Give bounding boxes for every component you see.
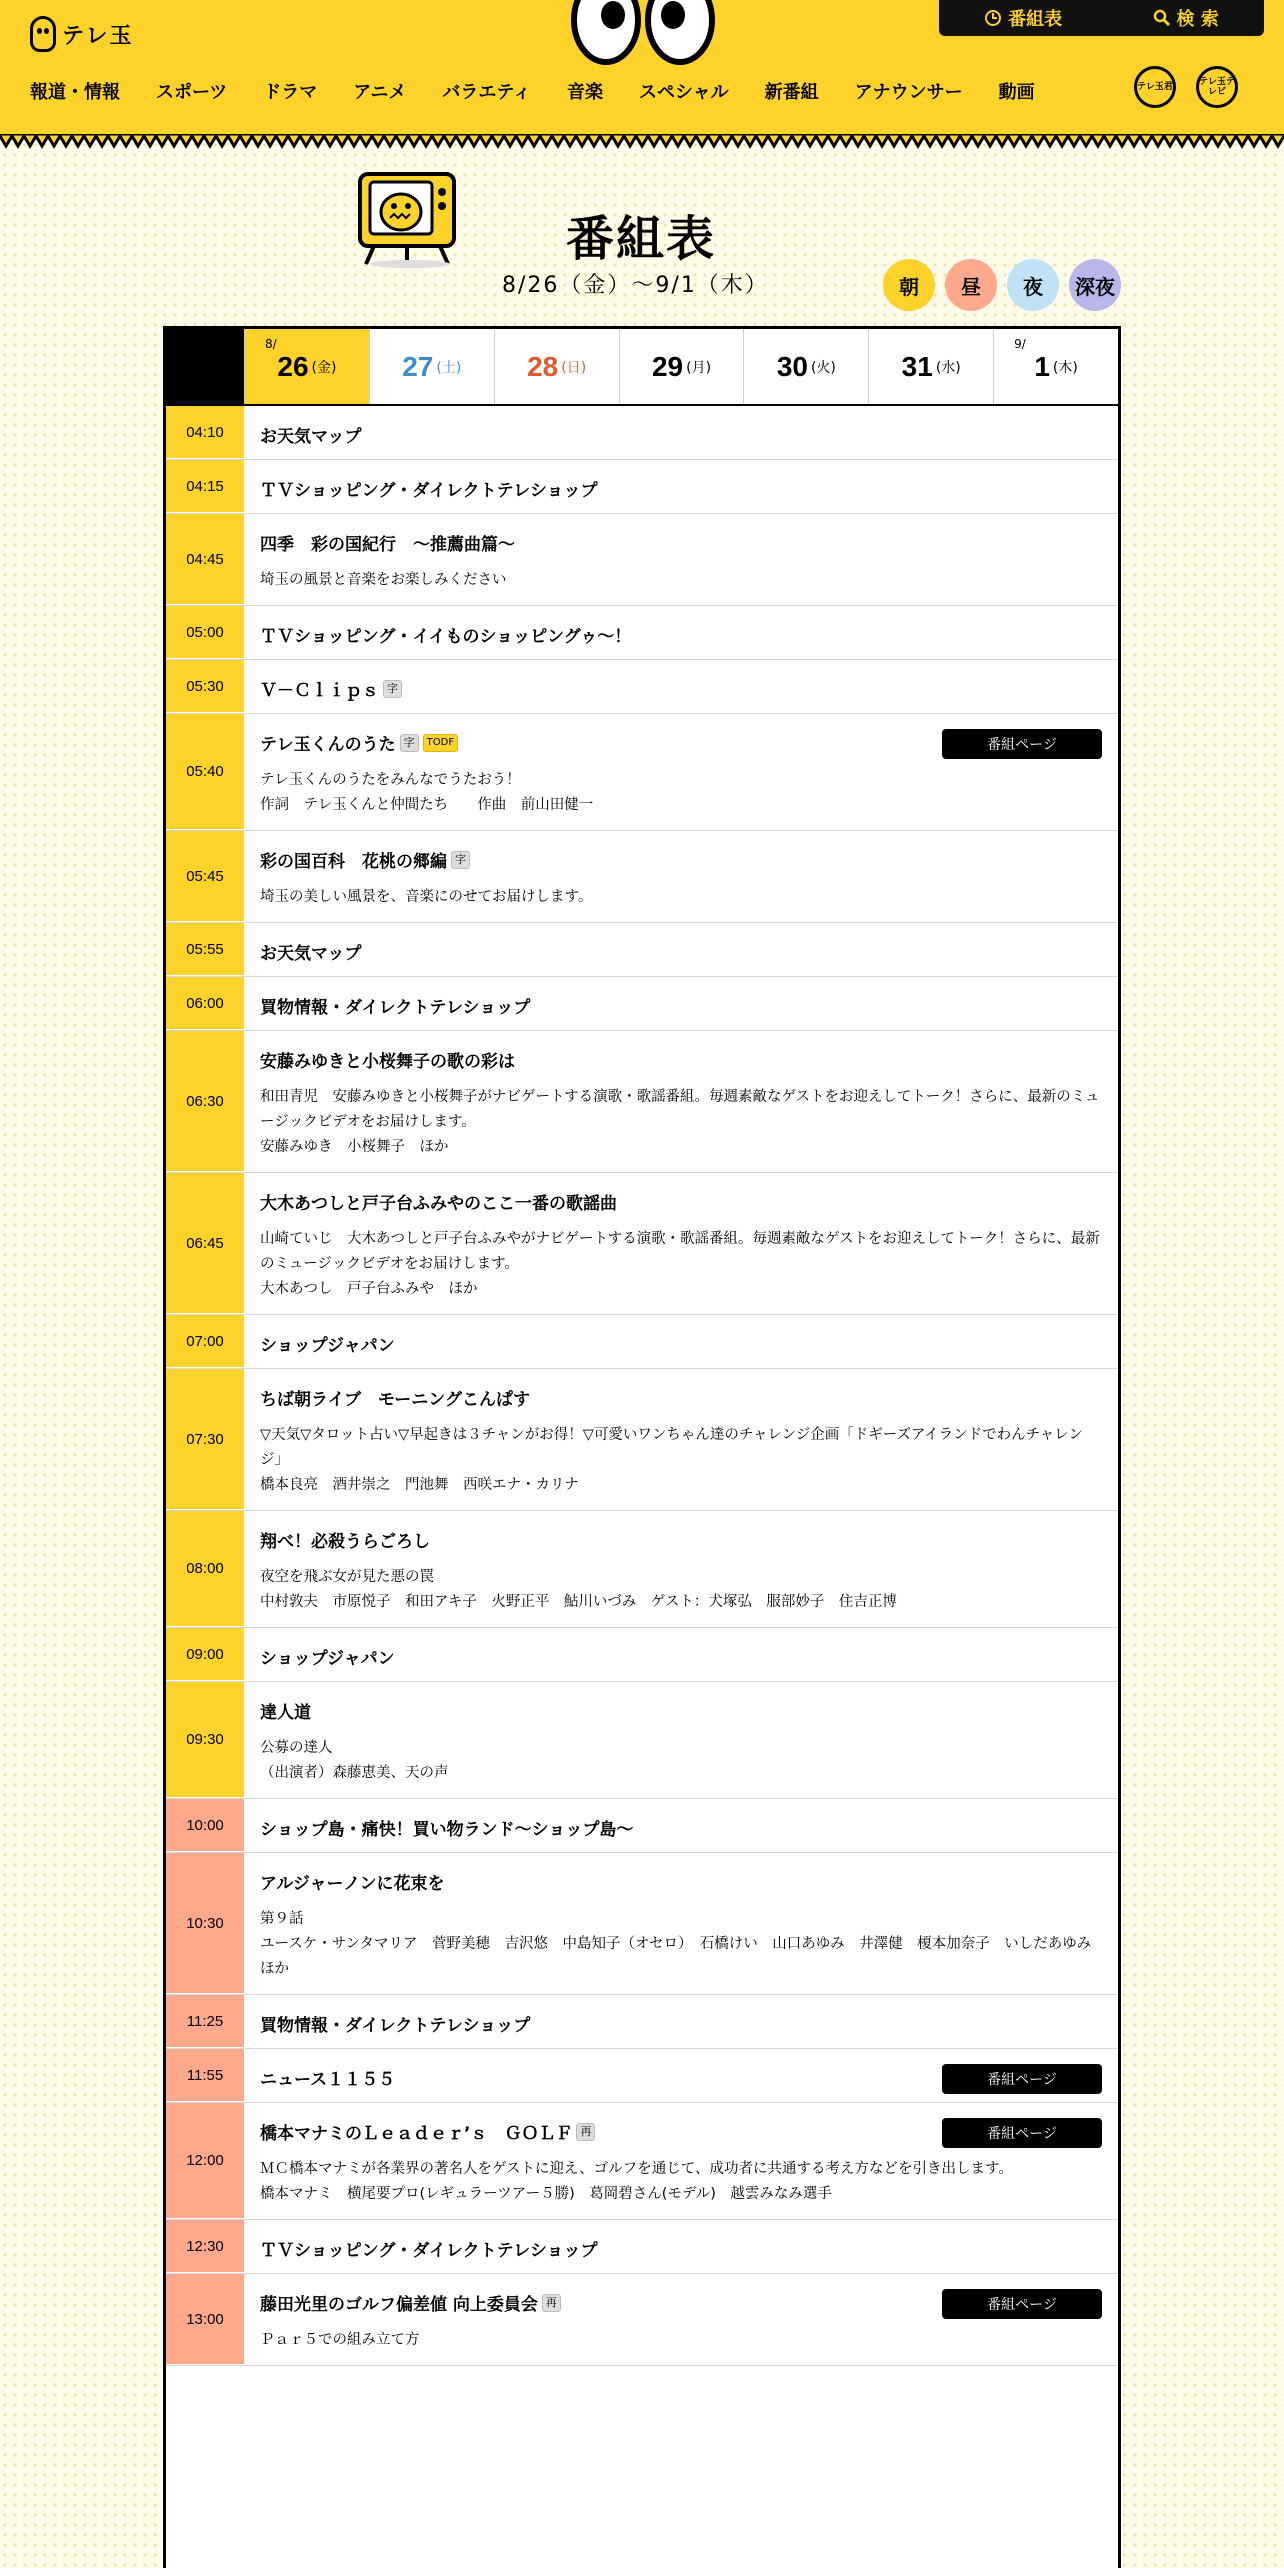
nav-announcer[interactable]: アナウンサー <box>854 82 963 103</box>
program-time: 11:25 <box>166 1995 244 2048</box>
program-tag-badge: 再 <box>576 2123 595 2141</box>
program-time: 09:30 <box>166 1682 244 1798</box>
program-title-text: 安藤みゆきと小桜舞子の歌の彩は <box>260 1052 515 1072</box>
program-title-text: お天気マップ <box>260 944 362 964</box>
schedule-table <box>163 326 1121 2568</box>
program-title[interactable] <box>260 622 1102 647</box>
program-title-text: ＴＶショッピング・ダイレクトテレショップ <box>260 481 598 501</box>
program-title[interactable] <box>260 2236 1102 2261</box>
program-title-text: テレ玉くんのうた <box>260 735 396 755</box>
program-title-text: 翔べ！必殺うらごろし <box>260 1532 430 1552</box>
program-description: 第９話 ユースケ・サンタマリア 菅野美穂 吉沢悠 中島知子（オセロ） 石橋けい 山口あゆみ 井澤健 榎本加奈子 いしだあゆみ ほか <box>260 1911 1092 1977</box>
program-time: 04:10 <box>166 406 244 459</box>
nav-music[interactable]: 音楽 <box>566 82 603 103</box>
day-number: 30 <box>776 350 808 382</box>
program-list <box>166 406 1118 2366</box>
program-title[interactable] <box>260 530 1102 555</box>
program-row[interactable] <box>166 1173 1118 1315</box>
schedule-link-label: 番組表 <box>1008 9 1063 30</box>
nav-drama[interactable]: ドラマ <box>263 82 318 103</box>
header-badges <box>1134 66 1238 108</box>
program-time: 07:00 <box>166 1315 244 1368</box>
program-time: 10:00 <box>166 1799 244 1852</box>
program-title-text: ニュース１１５５ <box>260 2070 396 2090</box>
program-title[interactable] <box>260 476 1102 501</box>
day-tabs-corner <box>166 329 244 404</box>
day-tab-29[interactable] <box>619 329 744 404</box>
program-time: 06:45 <box>166 1173 244 1314</box>
day-number: 28 <box>527 350 559 382</box>
program-time: 05:45 <box>166 831 244 922</box>
mascot-eyes-icon <box>568 0 718 65</box>
search-link-label: 検 索 <box>1176 9 1219 30</box>
program-row[interactable] <box>166 923 1118 977</box>
program-page-button[interactable]: 番組ページ <box>942 2289 1102 2319</box>
nav-variety[interactable]: バラエティ <box>442 82 531 103</box>
program-time: 04:15 <box>166 460 244 513</box>
program-title-text: ショップジャパン <box>260 1649 395 1669</box>
program-cell <box>244 714 1118 830</box>
day-tab-30[interactable] <box>743 329 868 404</box>
schedule-link[interactable] <box>984 5 1062 31</box>
search-icon <box>1153 9 1171 27</box>
program-cell <box>244 831 1118 922</box>
program-cell <box>244 1511 1118 1627</box>
program-title[interactable] <box>260 1189 1102 1214</box>
program-title-text: ＴＶショッピング・イイものショッピングゥ～！ <box>260 627 632 647</box>
program-row[interactable] <box>166 977 1118 1031</box>
program-page-button[interactable]: 番組ページ <box>942 729 1102 759</box>
day-weekday: (水) <box>935 359 961 376</box>
day-month: 8/ <box>265 337 277 351</box>
program-title-text: 大木あつしと戸子台ふみやのここ一番の歌謡曲 <box>260 1194 617 1214</box>
program-tag-badge: 字 <box>383 680 402 698</box>
program-description: ＭＣ橋本マナミが各業界の著名人をゲストに迎え、ゴルフを通じて、成功者に共通する考え方などを引き出します。 橋本マナミ 横尾要プロ(レギュラーツアー５勝) 葛岡碧さん(モデル) 越雲みなみ選手 <box>260 2161 1013 2202</box>
program-description: Ｐａｒ５での組み立て方 <box>260 2332 420 2348</box>
program-description: 埼玉の美しい風景を、音楽にのせてお届けします。 <box>260 889 593 905</box>
teletama-tv-badge[interactable] <box>1196 66 1238 108</box>
program-title-text: 藤田光里のゴルフ偏差値 向上委員会 <box>260 2295 538 2315</box>
program-title-text: 達人道 <box>260 1703 311 1723</box>
program-cell <box>244 606 1118 659</box>
day-number: 27 <box>402 350 434 382</box>
program-title-text: 四季 彩の国紀行 ～推薦曲篇～ <box>260 535 515 555</box>
program-time: 11:55 <box>166 2049 244 2102</box>
program-tag-badge: 再 <box>542 2294 561 2312</box>
program-title[interactable] <box>260 1698 1102 1723</box>
day-weekday: (日) <box>561 359 587 376</box>
program-time: 10:30 <box>166 1853 244 1994</box>
search-link[interactable] <box>1153 5 1219 31</box>
program-cell <box>244 2103 1118 2219</box>
program-cell <box>244 460 1118 513</box>
nav-special[interactable]: スペシャル <box>638 82 729 103</box>
program-time: 06:30 <box>166 1031 244 1172</box>
tod-morning-button[interactable]: 朝 <box>883 259 935 311</box>
tod-latenight-button[interactable]: 深夜 <box>1069 259 1121 311</box>
day-tab-27[interactable] <box>369 329 494 404</box>
page-title: 番組表 <box>566 211 717 267</box>
clock-icon <box>984 9 1002 27</box>
day-month: 9/ <box>1014 337 1026 351</box>
badge-label: テレ玉テレビ <box>1199 77 1235 97</box>
tod-noon-button[interactable]: 昼 <box>945 259 997 311</box>
program-title-text: ショップジャパン <box>260 1336 395 1356</box>
nav-video[interactable]: 動画 <box>998 82 1035 103</box>
program-page-button[interactable]: 番組ページ <box>942 2064 1102 2094</box>
program-page-button[interactable]: 番組ページ <box>942 2118 1102 2148</box>
program-cell <box>244 1853 1118 1994</box>
program-description: 山崎ていじ 大木あつしと戸子台ふみやがナビゲートする演歌・歌謡番組。毎週素敵なゲストをお迎えしてトーク！さらに、最新のミュージックビデオをお届けします。 大木あつし 戸子台ふみや ほか <box>260 1231 1100 1297</box>
program-cell <box>244 1682 1118 1798</box>
day-tabs <box>166 329 1118 406</box>
day-tab-28[interactable] <box>494 329 619 404</box>
program-row[interactable] <box>166 1995 1118 2049</box>
program-title-text: お天気マップ <box>260 427 362 447</box>
day-weekday: (金) <box>311 359 337 376</box>
program-row[interactable] <box>166 2049 1118 2103</box>
program-time: 09:00 <box>166 1628 244 1681</box>
nav-news[interactable]: 報道・情報 <box>30 82 120 103</box>
program-description: 夜空を飛ぶ女が見た悪の罠 中村敦夫 市原悦子 和田アキ子 火野正平 鮎川いづみ ゲスト：犬塚弘 服部妙子 住吉正博 <box>260 1569 897 1610</box>
program-tag-badge: TODF <box>423 734 458 752</box>
program-cell <box>244 514 1118 605</box>
program-description: 公募の達人 （出演者）森藤恵美、天の声 <box>260 1740 449 1781</box>
program-row[interactable] <box>166 1315 1118 1369</box>
date-range: 8/26（金）〜9/1（木） <box>502 273 769 298</box>
tod-evening-button[interactable]: 夜 <box>1007 259 1059 311</box>
program-tag-badge: 字 <box>451 851 470 869</box>
program-row[interactable] <box>166 406 1118 460</box>
program-title[interactable] <box>260 1331 1102 1356</box>
program-cell <box>244 1173 1118 1314</box>
nav-sports[interactable]: スポーツ <box>156 82 228 103</box>
program-cell <box>244 1628 1118 1681</box>
program-row[interactable] <box>166 1682 1118 1799</box>
site-logo[interactable] <box>30 16 134 52</box>
site-header <box>0 0 1284 140</box>
nav-new-programs[interactable]: 新番組 <box>764 82 819 103</box>
program-title-text: 買物情報・ダイレクトテレショップ <box>260 2016 531 2036</box>
program-row[interactable] <box>166 831 1118 923</box>
program-title-text: Ｖ－Ｃｌｉｐｓ <box>260 681 379 701</box>
program-time: 08:00 <box>166 1511 244 1627</box>
nav-anime[interactable]: アニメ <box>353 82 407 103</box>
program-title-text: 橋本マナミのＬｅａｄｅｒ’ｓ ＧＯＬＦ <box>260 2124 573 2144</box>
program-time: 05:40 <box>166 714 244 830</box>
program-cell <box>244 2049 1118 2102</box>
program-row[interactable] <box>166 1799 1118 1853</box>
header-zigzag-edge <box>0 134 1284 152</box>
program-row[interactable] <box>166 714 1118 831</box>
program-title[interactable] <box>260 1815 1102 1840</box>
program-title[interactable] <box>260 1869 1102 1894</box>
program-cell <box>244 2274 1118 2365</box>
program-description: 和田青児 安藤みゆきと小桜舞子がナビゲートする演歌・歌謡番組。毎週素敵なゲストをお迎えしてトーク！さらに、最新のミュージックビデオをお届けします。 安藤みゆき 小桜舞子 ほか <box>260 1089 1100 1155</box>
program-description: テレ玉くんのうたをみんなでうたおう！ 作詞 テレ玉くんと仲間たち 作曲 前山田健一 <box>260 772 594 813</box>
program-row[interactable] <box>166 1628 1118 1682</box>
program-title-text: 彩の国百科 花桃の郷編 <box>260 852 447 872</box>
program-title[interactable] <box>260 422 1102 447</box>
time-of-day-filter <box>883 259 1121 311</box>
program-time: 04:45 <box>166 514 244 605</box>
day-number: 31 <box>901 350 933 382</box>
main-nav <box>30 78 1071 104</box>
program-title[interactable] <box>260 1047 1102 1072</box>
program-cell <box>244 1315 1118 1368</box>
top-utility-bar <box>939 0 1264 36</box>
day-weekday: (火) <box>810 359 836 376</box>
program-time: 12:00 <box>166 2103 244 2219</box>
program-title-text: ＴＶショッピング・ダイレクトテレショップ <box>260 2241 598 2261</box>
day-number: 1 <box>1034 350 1050 382</box>
program-title-text: ショップ島・痛快！買い物ランド～ショップ島～ <box>260 1820 634 1840</box>
program-time: 05:00 <box>166 606 244 659</box>
day-tab-1[interactable] <box>993 329 1118 404</box>
day-number: 26 <box>277 350 309 382</box>
program-cell <box>244 1799 1118 1852</box>
program-title[interactable] <box>260 939 1102 964</box>
program-title[interactable] <box>260 1527 1102 1552</box>
program-row[interactable] <box>166 2274 1118 2366</box>
mascot-icon <box>30 16 56 52</box>
program-time: 12:30 <box>166 2220 244 2273</box>
program-row[interactable] <box>166 660 1118 714</box>
teletama-kun-badge[interactable] <box>1134 66 1176 108</box>
program-title[interactable] <box>260 847 1102 872</box>
logo-text: テレ玉 <box>62 23 134 49</box>
program-time: 05:55 <box>166 923 244 976</box>
program-cell <box>244 977 1118 1030</box>
program-cell <box>244 1995 1118 2048</box>
badge-label: テレ玉君 <box>1137 82 1173 92</box>
program-title-text: 買物情報・ダイレクトテレショップ <box>260 998 531 1018</box>
program-tag-badge: 字 <box>400 734 419 752</box>
program-title[interactable] <box>260 1385 1102 1410</box>
program-title[interactable] <box>260 2011 1102 2036</box>
program-time: 05:30 <box>166 660 244 713</box>
program-row[interactable] <box>166 1369 1118 1511</box>
program-time: 06:00 <box>166 977 244 1030</box>
program-title[interactable] <box>260 1644 1102 1669</box>
day-weekday: (土) <box>436 359 462 376</box>
program-cell <box>244 2220 1118 2273</box>
program-cell <box>244 406 1118 459</box>
program-cell <box>244 923 1118 976</box>
program-row[interactable] <box>166 2103 1118 2220</box>
program-row[interactable] <box>166 460 1118 514</box>
program-row[interactable] <box>166 1511 1118 1628</box>
day-tab-26[interactable] <box>244 329 369 404</box>
program-title-text: ちば朝ライブ モーニングこんぱす <box>260 1390 530 1410</box>
day-number: 29 <box>651 350 684 382</box>
program-row[interactable] <box>166 514 1118 606</box>
program-time: 07:30 <box>166 1369 244 1510</box>
program-row[interactable] <box>166 2220 1118 2274</box>
day-weekday: (月) <box>686 359 712 376</box>
program-title[interactable] <box>260 676 1102 701</box>
program-description: 埼玉の風景と音楽をお楽しみください <box>260 572 507 588</box>
program-title[interactable] <box>260 993 1102 1018</box>
program-cell <box>244 1031 1118 1172</box>
program-row[interactable] <box>166 606 1118 660</box>
program-row[interactable] <box>166 1031 1118 1173</box>
program-row[interactable] <box>166 1853 1118 1995</box>
program-description: ▽天気▽タロット占い▽早起きは３チャンがお得！▽可愛いワンちゃん達のチャレンジ企画「ドギーズアイランドでわんチャレンジ」 橋本良亮 酒井崇之 門池舞 西咲エナ・カリナ <box>260 1427 1083 1493</box>
program-cell <box>244 660 1118 713</box>
program-time: 13:00 <box>166 2274 244 2365</box>
program-title-text: アルジャーノンに花束を <box>260 1874 445 1894</box>
program-cell <box>244 1369 1118 1510</box>
tv-mascot-icon <box>352 168 462 268</box>
day-weekday: (木) <box>1052 359 1078 376</box>
day-tab-31[interactable] <box>868 329 993 404</box>
